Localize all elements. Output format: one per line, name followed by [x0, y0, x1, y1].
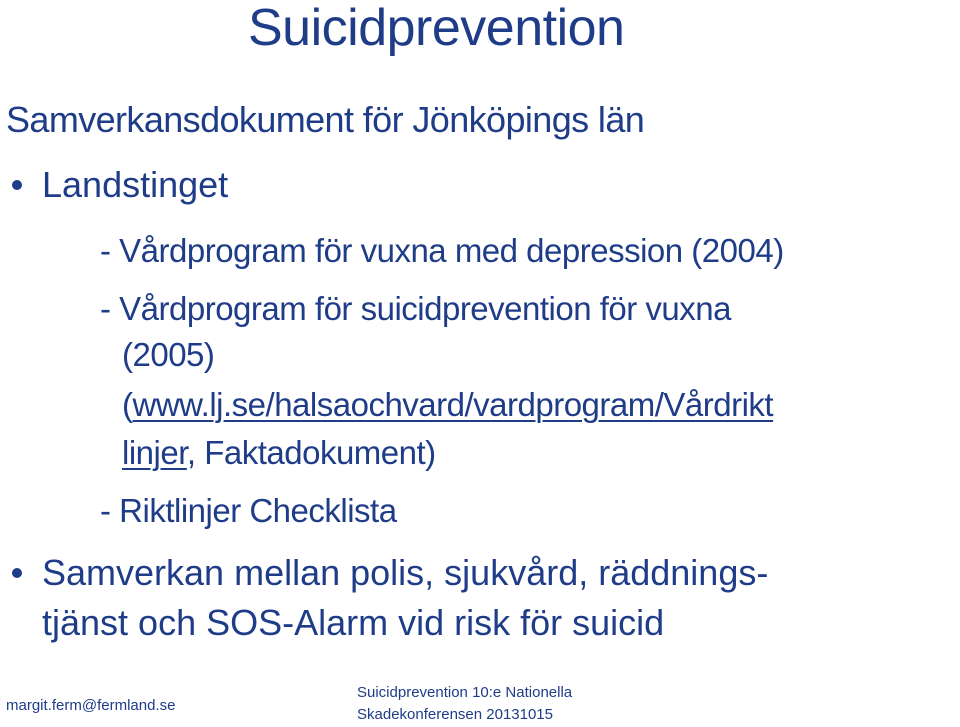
sub-item-year: (2005): [122, 336, 215, 373]
faktadokument-text: , Faktadokument): [186, 434, 436, 471]
lj-link-continued[interactable]: linjer: [122, 434, 187, 471]
footer-event-line1: Suicidprevention 10:e Nationella: [357, 684, 573, 701]
bullet-samverkan-line2: tjänst och SOS-Alarm vid risk för suicid: [42, 602, 665, 643]
sub-item-link-line2: [122, 428, 436, 478]
slide-subtitle: Samverkansdokument för Jönköpings län: [6, 99, 645, 140]
bullet-landstinget: Landstinget: [42, 164, 229, 205]
bullet-dot-icon: [12, 568, 22, 578]
bullet-dot-icon: [12, 180, 22, 190]
footer-event-line2: Skadekonferensen 20131015: [357, 706, 553, 723]
lj-link[interactable]: www.lj.se/halsaochvard/vardprogram/Vårdrikt: [132, 386, 774, 423]
slide-title: Suicidprevention: [248, 0, 625, 57]
sub-item-suicidprevention: - Vårdprogram för suicidprevention för vuxna: [100, 290, 731, 327]
bullet-samverkan-line1: Samverkan mellan polis, sjukvård, räddnings-: [42, 552, 769, 593]
sub-item-riktlinjer: - Riktlinjer Checklista: [100, 492, 397, 529]
sub-item-depression: - Vårdprogram för vuxna med depression (2004): [100, 232, 784, 269]
sub-item-link-line: [122, 380, 773, 430]
paren-open: (: [122, 386, 133, 423]
footer-email: margit.ferm@fermland.se: [6, 697, 176, 714]
